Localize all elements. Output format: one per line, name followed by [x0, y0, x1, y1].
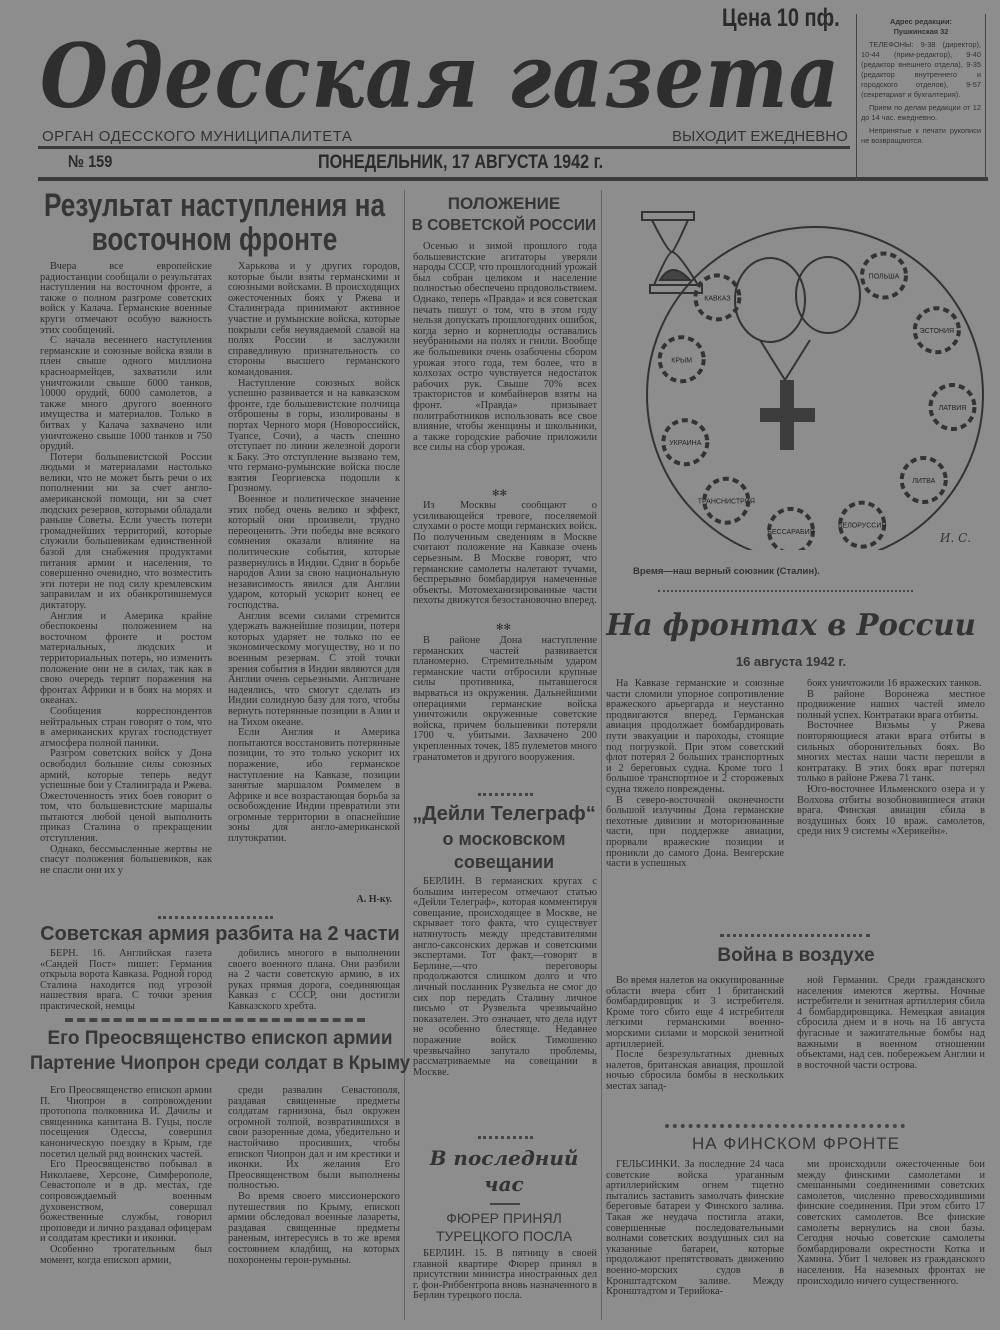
paragraph: В районе Воронежа местное продвижение наших частей имело полный успех. Контратаки врага отбиты.: [797, 688, 985, 721]
divider: [38, 177, 988, 181]
paragraph: ной Германии. Среди гражданского населения имеются жертвы. Ночные истребители и зенитная артиллерия сбила 4 бомбардировщика. Немецкая авиация сбросила днем и в ночь на 16 августа фугасные и зажигательные бомбы над важными в военном отношении объектами, над сев. побережьем Англии и в восточной части острова.: [797, 976, 985, 1071]
finnish-front-column-1: [606, 1160, 784, 1308]
territory-gear-icon: [930, 385, 974, 429]
ornament-divider: [720, 934, 870, 937]
paragraph: Англия всеми силами стремится удержать важнейшие позиции, потеря которых ударяет не только по ее экономическому могуществу, но и по военным резервам. С этой точки зрения события в Индии являются для Англии очень серьезными. Англичане надеялись, что смогут сделать из Индии солидную базу для того, чтобы вернуть потерянные позиции в Азии и на Тихом океане.: [228, 610, 400, 728]
address-manuscripts: Непринятые к печати рукописи не возвращаются.: [861, 126, 981, 145]
bishop-headline-line-1: Его Преосвященство епископ армии: [47, 1028, 393, 1049]
soviet-situation-part-2: [413, 501, 597, 618]
ornament-divider: [665, 1124, 905, 1128]
bishop-headline-line-2: Партение Чиопрон среди солдат в Крыму: [30, 1053, 411, 1074]
fronts-column-2: [797, 679, 985, 923]
ornament-icon: ✻✻: [496, 622, 512, 632]
lead-headline: Результат наступления на восточном фронте: [43, 187, 386, 257]
address-phones: ТЕЛЕФОНЫ: 9-38 (директор), 10-44 (прим-редактор), 9-40 (редактор внешнего отдела), 9-35 (редактор внутреннего и городского отделов), 9-57 (секретариат и бухгалтерия).: [861, 40, 981, 99]
paragraph: Наступление союзных войск успешно развивается и на кавказском фронте, где большевистские полчища отброшены в горы, изолированы в портах Черного моря (Новороссийск, Туапсе, Сочи), а часть спешно отступает по линии железной дороги к Баку. Это отступление вызвано тем, что германо-румынские войска после взятия Георгиевска подошли к Грозному.: [228, 377, 400, 495]
daily-telegraph-headline-line-2: о московском: [442, 829, 566, 849]
issue-number: № 159: [68, 152, 113, 171]
gear-label: ТРАНСНИСТРИЯ: [697, 498, 755, 506]
fronts-column-1: [606, 679, 784, 923]
territory-gears: [660, 253, 975, 550]
address-street: Пушкинская 32: [893, 27, 949, 36]
fuhrer-body: [413, 1249, 597, 1313]
ornament-icon: ✻✻: [492, 488, 508, 498]
publisher-line: ОРГАН ОДЕССКОГО МУНИЦИПАЛИТЕТА: [42, 128, 353, 145]
paragraph: В районе Дона наступление германских частей развивается планомерно. Стремительным ударом германские части отбросили крупные силы противника, пытавшегося вырваться из окружения. Дальнейшими операциями германские войска уничтожили окруженные советские войска, причем большевики потеряли 1700 ч. убитыми. Захвачено 200 укрепленных точек, 185 пулеметов много гранатометов и другого вооружения.: [413, 636, 597, 763]
gear-label: ЛАТВИЯ: [938, 405, 967, 413]
paragraph: Восточнее Вязьмы у Ржева повторяющиеся атаки врага отбиты в сильных оборонительных боях. Во многих местах наши части перешли в контратаку. В этих боях враг потерял только в районе Ржева 71 танк.: [797, 720, 985, 785]
author-signature: А. Н-ку.: [356, 894, 392, 905]
paragraph: БЕРН. 16. Английская газета «Сандей Пост» пишет: Германия открыла ворота Кавказа. Родной город Сталина находится под угрозой нашествия врага. С точки зрения практической, немцы: [40, 949, 212, 1012]
soviet-army-headline: Советская армия разбита на 2 части: [40, 923, 400, 945]
paragraph: Во время своего миссионерского путешествия по Крыму, епископ армии обследовал военные лазареты, раздавая священные предметы раненым, интересуясь в то же время состоянием кладбищ, на которых похоронены герои-румыны.: [228, 1190, 400, 1266]
lead-column-2: [228, 262, 400, 888]
ornament-divider: [490, 1203, 520, 1205]
soviet-army-column-1: [40, 949, 212, 1013]
paragraph: Потери большевистской России людьми и материалами настолько велики, что не может быть речи о их пополнении ни за счет англо-американской помощи, ни за счет людских резервов, которыми обладали раньше Советы. Если учесть потери громаднейших территорий, которые служили большевикам единственной базой для снабжения продуктами питания армии и населения, то совершенно очевидно, что возместить эти потери не под силу кремлевским заправилам и их обанкротившемуся диктатору.: [40, 451, 212, 611]
paragraph: С начала весеннего наступления германские и союзные войска взяли в плен свыше одного миллиона красноармейцев, захватили или уничтожили свыше 6000 танков, 10000 орудий, 6000 самолетов, а также много другого военного имущества и материалов. Только в битвах у Калача захвачено или уничтожено свыше 1000 танков и 750 орудий.: [40, 335, 212, 453]
paragraph: Его Преосвященство епископ армии П. Чиопрон в сопровождении протопопа полковника И. Дачилы и священника капитана В. Гуцы, после посещения Одессы, совершил каноническую поездку в Крым, где посетил целый ряд воинских частей.: [40, 1086, 212, 1160]
caricature-figure: [735, 257, 860, 380]
ornament-divider: [478, 1136, 533, 1139]
paragraph: Осенью и зимой прошлого года большевистские агитаторы уверяли народы СССР, что прошлогодний урожай был собран целиком и население полностью обеспечено продовольствием. Однако, теперь «Правда» и вся советская печать пишут о том, что в этом году нельзя допускать прошлогодних ошибок, когда зерно и корнеплоды оставались неубранными на полях и гнили. Вообще же большевики очень озабочены сбором урожая этого года, тем более, что в колхозах остро чувствуется недостаток рабочих рук. Свыше 70% всех трактористов и комбайнеров взяты на фронт. «Правда» призывает политработников использовать все свое влияние, чтобы женщины и школьники, а также городские рабочие приложили все силы на сбор урожая.: [413, 242, 597, 454]
paragraph: Из Москвы сообщают о усиливающейся тревоге, поселяемой слухами о росте мощи германских войск. По полученным сведениям в Москве считают положение на Кавказе очень серьезным. В Москве говорят, что германские самолеты налетают тучами, беспрерывно бомбардируя намеченные объекты. Мотомеханизированные части пехоты движутся безостановочно вперед.: [413, 501, 597, 607]
paragraph: добились многого в выполнении своего военного плана. Они разбили на 2 части советскую армию, в их руках прямая дорога, соединяющая Кавказ с СССР, они достигли Кавказского хребта.: [228, 949, 400, 1012]
territory-gear-icon: [862, 253, 906, 297]
soviet-situation-headline-line-2: В СОВЕТСКОЙ РОССИИ: [411, 217, 597, 234]
fronts-headline: На фронтах в России: [606, 608, 976, 643]
paragraph: Его Преосвященство побывал в Николаеве, Херсоне, Симферополе, Севастополе и в др. местах, где сопровождаемый военным духовенством, совершал божественные службы, говорил проповеди и лично раздавал офицерам и солдатам крестики и иконки.: [40, 1159, 212, 1245]
paragraph: Юго-восточнее Ильменского озера и у Волхова отбиты возобновившиеся атаки врага. Финская авиация сбила в воздушных боях 10 враж. самолетов, среди них 9 системы «Херикейн».: [797, 783, 985, 838]
gear-label: ЭСТОНИЯ: [919, 328, 955, 336]
territory-gear-icon: [902, 458, 946, 502]
issue-date: ПОНЕДЕЛЬНИК, 17 АВГУСТА 1942 г.: [318, 152, 604, 173]
air-war-headline: Война в воздухе: [717, 945, 875, 966]
paragraph: Особенно трогательным был момент, когда епископ армии,: [40, 1243, 212, 1266]
address-hours: Прием по делам редакции от 12 до 14 час. ежедневно.: [861, 103, 981, 122]
paragraph: Вчера все европейские радиостанции сообщали о результатах наступления на восточном фронте, а также о полном разгроме советских войск у Калача. Германские военные круги отмечают особую важность этих сообщений.: [40, 262, 212, 336]
artist-signature: И. С.: [940, 531, 972, 545]
air-war-column-2: [797, 976, 985, 1114]
paragraph: БЕРЛИН. 15. В пятницу в своей главной квартире Фюрер принял в присутствии министра иностранных дел г. фон-Риббентропа вновь назначенного в Берлин турецкого посла.: [413, 1249, 597, 1302]
paragraph: боях уничтожили 16 вражеских танков.: [807, 679, 982, 689]
gear-label: КАВКАЗ: [704, 295, 731, 303]
paragraph: Англия и Америка крайне обеспокоены положением на восточном фронте и ростом материальных, людских и территориальных потерь, но изменить положение они не в силах, так как в свою очередь терпят поражения на фронтах Африки и в боях на морях и океанах.: [40, 610, 212, 707]
last-hour-heading-line-2: час: [484, 1172, 524, 1196]
gear-label: УКРАИНА: [669, 440, 702, 448]
gear-label: БЕССАРАБИЯ: [767, 528, 815, 536]
air-war-column-1: [606, 976, 784, 1114]
frequency-line: ВЫХОДИТ ЕЖЕДНЕВНО: [672, 128, 848, 145]
paragraph: ми происходили ожесточенные бои между финскими самолетами и смешанными соединениями советских самолетов, численно превосходившими финские соединения. При этом сбито 17 советских самолетов. Все финские самолеты вернулись на свои базы. Сегодня ночью советские самолеты бомбардировали окрестности Котка и Хамина. Убит 1 человек из гражданского населения. На наземных фронтах не происходило ничего существенного.: [797, 1160, 985, 1287]
territory-gear-icon: [838, 503, 886, 547]
paragraph: Военное и политическое значение этих побед очень велико и эффект, который они произвели, трудно переоценить. Эти победы вне всякого сомнения оказали влияние на политические события, которые развернулись в Индии. Сдвиг в борьбе народов Азии за свою национальную независимость явился для Англии ударом, который ускорит конец ее господства.: [228, 494, 400, 611]
gear-label: КРЫМ: [671, 357, 693, 365]
ornament-divider: [478, 793, 533, 796]
paragraph: В северо-восточной оконечности большой излучины Дона германские пехотные дивизии и моторизованные части, при поддержке авиации, прорвали вражеские позиции и проникли до самого Дона. Венгерские части в успешных: [606, 794, 784, 870]
newspaper-title: Одесская газета: [40, 24, 841, 128]
address-heading: Адрес редакции:: [890, 17, 952, 26]
ornament-divider: [65, 1018, 365, 1022]
address-box: [856, 14, 986, 180]
lead-column-1: [40, 262, 212, 888]
divider: [38, 146, 850, 149]
column-rule: [601, 190, 602, 1320]
soviet-situation-part-3: [413, 636, 597, 784]
bishop-column-2: [228, 1086, 400, 1316]
territory-gear-icon: [663, 420, 707, 464]
bishop-column-1: [40, 1086, 212, 1316]
gear-label: ПОЛЬША: [868, 273, 900, 281]
paragraph: среди развалин Севастополя, раздавая священные предметы солдатам гарнизона, был окружен огромной толпой, возвратившихся в свои разоренные дома, убедительно и настойчиво просивших, чтобы епископ Чиопрон дал и им крестики и иконки. Их желания Его Преосвященством были выполнены полностью.: [228, 1086, 400, 1192]
paragraph: Харькова и у других городов, которые были взяты германскими и союзными войсками. В происходящих ожесточенных боях у Ржева и Сталинграда принимают активное участие и румынские войска, которые покрыли себя неувядаемой славой на полях России и заслужили справедливую признательность со стороны высшего германского командования.: [228, 262, 400, 378]
paragraph: Однако, бессмысленные жертвы не спасут положения большевиков, как не спасли они их у: [40, 843, 212, 876]
finnish-front-headline: НА ФИНСКОМ ФРОНТЕ: [692, 1134, 900, 1153]
territory-gear-icon: [767, 509, 814, 550]
gear-label: ЛИТВА: [912, 477, 936, 485]
cartoon-caption: Время—наш верный союзник (Сталин).: [633, 566, 820, 577]
territory-gear-icon: [660, 337, 704, 381]
gear-label: БЕЛОРУССИЯ: [837, 522, 887, 530]
emblem: [760, 380, 815, 450]
paragraph: После безрезультатных дневных налетов, британская авиация, прошлой ночью сбросила бомбы в нескольких местах запад-: [606, 1049, 784, 1092]
territory-gear-icon: [915, 308, 959, 352]
territory-gear-icon: [698, 479, 755, 523]
paragraph: Во время налетов на оккупированные области вчера сбит 1 британский бомбардировщик и 3 истребителя. Кроме того сбито еще 4 истребителя легкими германскими военно-морскими силами и морской зенитной артиллерией.: [606, 976, 784, 1050]
paragraph: Сообщения корреспондентов нейтральных стран говорят о том, что в американских кругах господствует атмосфера полной паники.: [40, 705, 212, 749]
soviet-situation-headline-line-1: ПОЛОЖЕНИЕ: [447, 194, 561, 213]
paragraph: ГЕЛЬСИНКИ. За последние 24 часа советские войска ураганным артиллерийским огнем тщетно пытались заставить замолчать финские береговые батареи у Финского залива. Такая же неудача постигла атаки, совершенные последовательными волнами советских воздушных сил на указанные батареи, которые продолжают препятствовать движению военно-морских судов в Кронштадтском заливе. Между Кронштадтом и Терийока-: [606, 1160, 784, 1298]
daily-telegraph-headline-line-3: совещании: [453, 852, 555, 872]
last-hour-heading-line-1: В последний: [429, 1146, 579, 1170]
daily-telegraph-body: [413, 877, 597, 1131]
paragraph: Разгром советских войск у Дона освободил большие силы союзных армий, которые теперь ведут успешные бои у Сталинграда и Ржева. Ожесточенность этих боев говорит о том, что большевистские маршалы пытаются любой ценой выполнить приказ Сталина о прекращении отступления.: [40, 748, 212, 845]
finnish-front-column-2: [797, 1160, 985, 1308]
daily-telegraph-headline-line-1: „Дейли Телеграф“: [412, 803, 596, 825]
price: Цена 10 пф.: [722, 4, 840, 32]
territory-gear-icon: [695, 275, 739, 319]
soviet-situation-part-1: [413, 242, 597, 486]
fuhrer-headline-line-2: ТУРЕЦКОГО ПОСЛА: [435, 1228, 573, 1244]
fronts-date: 16 августа 1942 г.: [735, 654, 847, 669]
political-cartoon: [610, 190, 990, 550]
ornament-divider: [158, 916, 273, 919]
column-rule: [404, 190, 405, 1320]
paragraph: На Кавказе германские и союзные части сломили упорное сопротивление вражеского арьергарда и неустанно продвигаются вперед. Германская авиация продолжает бомбардировать пути эвакуации и пароходы, стоящие под погрузкой. При этом советский флот потерял 2 больших транспортных и 2 береговых судна. Кроме того 1 большое транспортное и 2 сторожевых судна тяжело повреждены.: [606, 679, 784, 795]
soviet-army-column-2: [228, 949, 400, 1013]
paragraph: БЕРЛИН. В германских кругах с большим интересом отмечают статью «Дейли Телеграф», которая комментируя совещание, происходящее в Москве, не скрывает того факта, что существует натянутость между представителями англо-саксонских держав и советскими экспертами. Тот факт,—говорят в Берлине,—что переговоры продолжаются слишком долго и что личный посланник Рузвельта не смог до сих пор передать Сталину личное письмо от Рузвельта чрезвычайно показателен. Это означает, что дела идут не особенно блестяще. Недавнее поражение войск Тимошенко чрезвычайно запутало проблемы, рассматриваемые на совещании в Москве.: [413, 877, 597, 1078]
ornament-divider: [658, 590, 913, 592]
paragraph: Если Англия и Америка попытаются восстановить потерянные позиции, то это только ускорит их поражение, ибо германское наступление на Кавказе, позиции занятые маршалом Роммелем в Африке и все возрастающая борьба за освобождение Индии превратили эти огромные территории в опаснейшие зоны для англо-американской плутократии.: [228, 727, 400, 845]
fuhrer-headline-line-1: ФЮРЕР ПРИНЯЛ: [446, 1210, 562, 1226]
